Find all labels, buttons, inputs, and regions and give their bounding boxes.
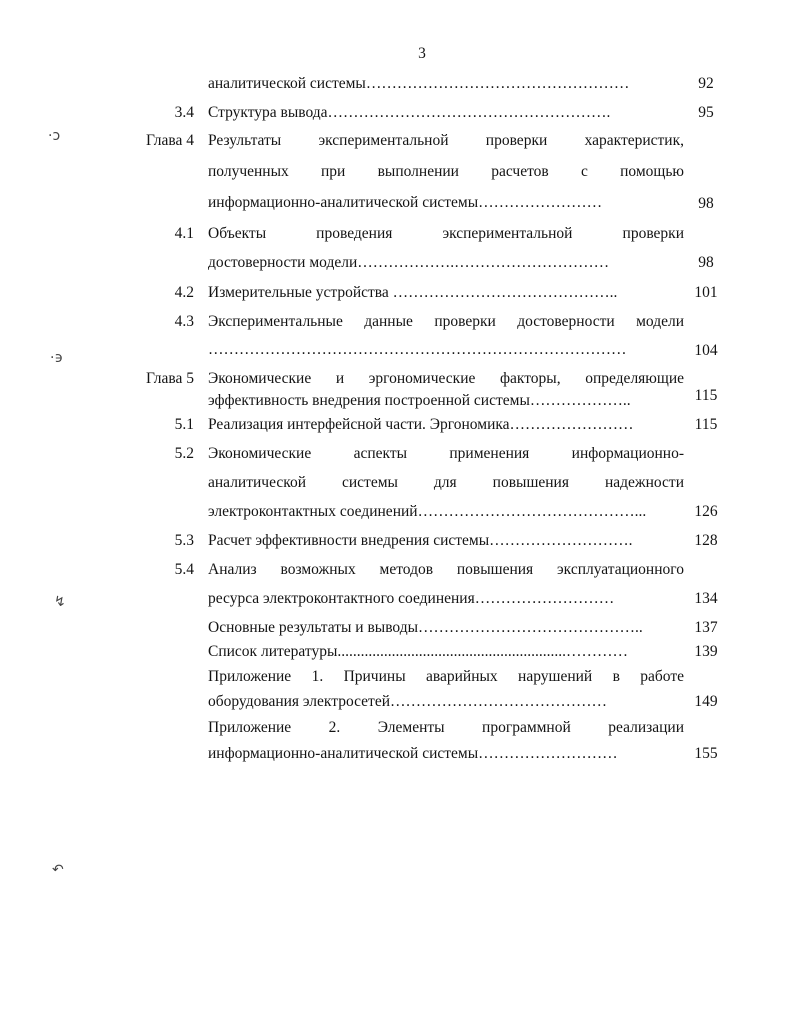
toc-entry-text: Структура вывода………………………………………………. xyxy=(208,104,611,121)
toc-page-number: 101 xyxy=(694,284,718,301)
toc-entry-text: Измерительные устройства …………………………………….. xyxy=(208,284,618,301)
toc-page-number: 115 xyxy=(694,387,718,404)
toc-page-number: 95 xyxy=(698,104,714,121)
toc-entry-text: Результаты экспериментальной проверки характеристик, xyxy=(208,132,684,149)
toc-entry-text: аналитической системы для повышения надежности xyxy=(208,474,684,491)
toc-entry-text: Экспериментальные данные проверки достоверности модели xyxy=(208,313,684,330)
toc-page-number: 139 xyxy=(694,643,718,660)
toc-entry-text: оборудования электросетей…………………………………… xyxy=(208,693,607,710)
margin-mark: ·϶ xyxy=(50,350,64,366)
toc-page-number: 128 xyxy=(694,532,718,549)
toc-entry-text: аналитической системы…………………………………………… xyxy=(208,75,630,92)
toc-section-number: 4.3 xyxy=(174,313,194,330)
toc-entry-text: Реализация интерфейсной части. Эргономика…………………… xyxy=(208,416,634,433)
toc-section-number: 4.1 xyxy=(174,225,194,242)
toc-entry-text: полученных при выполнении расчетов с помощью xyxy=(208,163,684,180)
margin-mark: ↶ xyxy=(52,862,64,878)
toc-page-number: 149 xyxy=(694,693,718,710)
toc-entry-text: электроконтактных соединений……………………………………... xyxy=(208,503,647,520)
margin-mark: ↯ xyxy=(54,594,66,610)
toc-page-number: 155 xyxy=(694,745,718,762)
toc-page-number: 126 xyxy=(694,503,718,520)
toc-section-number: 3.4 xyxy=(174,104,194,121)
margin-mark: ·ↄ xyxy=(48,128,61,144)
toc-page-number: 115 xyxy=(694,416,718,433)
toc-page-number: 92 xyxy=(698,75,714,92)
toc-entry-text: ……………………………………………………………………… xyxy=(208,341,627,358)
toc-entry-text: Приложение 2. Элементы программной реализации xyxy=(208,719,684,736)
toc-entry-text: ресурса электроконтактного соединения……………………… xyxy=(208,590,615,607)
toc-page-number: 104 xyxy=(694,342,718,359)
toc-page-number: 134 xyxy=(694,590,718,607)
toc-entry-text: Список литературы...........................................................………… xyxy=(208,643,628,660)
toc-entry-text: информационно-аналитической системы…………………… xyxy=(208,194,603,211)
toc-entry-text: информационно-аналитической системы……………………… xyxy=(208,745,618,762)
toc-chapter-number: Глава 4 xyxy=(145,132,194,149)
toc-entry-text: Расчет эффективности внедрения системы………………………. xyxy=(208,532,633,549)
toc-entry-text: Приложение 1. Причины аварийных нарушений в работе xyxy=(208,668,684,685)
toc-entry-text: эффективность внедрения построенной системы……………….. xyxy=(208,392,631,409)
toc-page-number: 98 xyxy=(698,254,714,271)
toc-entry-text: Экономические аспекты применения информационно- xyxy=(208,445,684,462)
page-number: 3 xyxy=(418,45,426,62)
toc-section-number: 5.4 xyxy=(174,561,194,578)
toc-section-number: 5.2 xyxy=(174,445,194,462)
toc-page-number: 98 xyxy=(698,195,714,212)
toc-entry-text: Объекты проведения экспериментальной проверки xyxy=(208,225,684,242)
toc-page-number: 137 xyxy=(694,619,718,636)
toc-chapter-number: Глава 5 xyxy=(145,370,194,387)
toc-entry-text: Основные результаты и выводы…………………………………….. xyxy=(208,619,643,636)
toc-entry-text: Анализ возможных методов повышения эксплуатационного xyxy=(208,561,684,578)
toc-section-number: 5.1 xyxy=(174,416,194,433)
toc-entry-text: достоверности модели……………….………………………… xyxy=(208,254,610,271)
toc-section-number: 5.3 xyxy=(174,532,194,549)
toc-entry-text: Экономические и эргономические факторы, определяющие xyxy=(208,370,684,387)
toc-section-number: 4.2 xyxy=(174,284,194,301)
